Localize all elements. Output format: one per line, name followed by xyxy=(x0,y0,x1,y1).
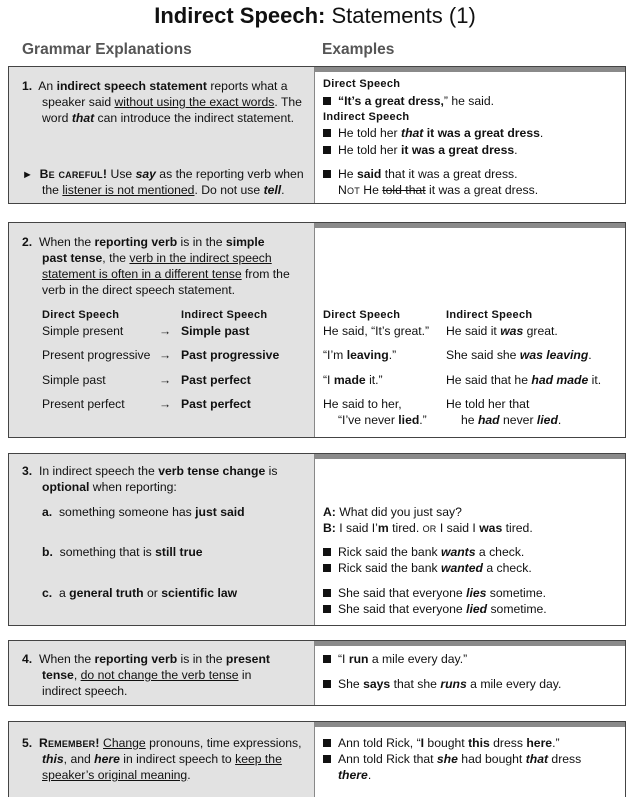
s2-example: “I’m leaving.” xyxy=(323,348,397,362)
s1-example-2: He told her that it was a great dress. xyxy=(323,125,543,141)
s2-line-1: 2. When the reporting verb is in the simple xyxy=(22,235,265,249)
s5-example-3: there. xyxy=(338,768,372,782)
s2-ex-direct-label: Direct Speech xyxy=(323,309,401,321)
section-2 xyxy=(8,222,626,438)
section-4 xyxy=(8,640,626,706)
s3-example-c2: She said that everyone lied sometime. xyxy=(323,601,547,617)
tense-row-from: Present perfect xyxy=(42,397,125,411)
section-5 xyxy=(8,721,626,797)
s2-col-direct: Direct Speech xyxy=(42,309,120,321)
s5-line-1: 5. Remember! Change pronouns, time expressions, xyxy=(22,736,302,750)
s3-example-b1: Rick said the bank wants a check. xyxy=(323,544,524,560)
s5-example-2: Ann told Rick that she had bought that dress xyxy=(323,751,581,767)
bullet-square-icon xyxy=(323,548,331,556)
bullet-square-icon xyxy=(323,589,331,597)
s2-col-indirect: Indirect Speech xyxy=(181,309,268,321)
bullet-square-icon xyxy=(323,170,331,178)
bullet-square-icon xyxy=(323,755,331,763)
section-3 xyxy=(8,453,626,626)
s1-line-1: 1. An indirect speech statement reports what a xyxy=(22,79,288,93)
s4-line-3: indirect speech. xyxy=(42,684,128,698)
s2-example: He said to her, xyxy=(323,397,402,411)
bullet-square-icon xyxy=(323,605,331,613)
s3-item-c: c. a general truth or scientific law xyxy=(42,586,238,600)
tense-row-to: Past progressive xyxy=(181,348,280,362)
be-careful-line-2: the listener is not mentioned. Do not use tell. xyxy=(42,183,285,197)
arrow-right-icon: → xyxy=(159,397,172,411)
s3-item-a: a. something someone has just said xyxy=(42,505,245,519)
be-careful-line-1: ► Be careful! Use say as the reporting verb when xyxy=(22,167,304,181)
s1-direct-speech-label: Direct Speech xyxy=(323,78,401,90)
s3-line-2: optional when reporting: xyxy=(42,480,177,494)
section-1 xyxy=(8,66,626,204)
tense-row-from: Present progressive xyxy=(42,348,151,362)
bullet-square-icon xyxy=(323,97,331,105)
s1-example-3: He told her it was a great dress. xyxy=(323,142,518,158)
s5-line-2: this, and here in indirect speech to keep the xyxy=(42,752,282,766)
s4-line-1: 4. When the reporting verb is in the present xyxy=(22,652,270,666)
s2-example: He said that he had made it. xyxy=(446,373,602,387)
s2-example: He said it was great. xyxy=(446,324,558,338)
s3-example-c1: She said that everyone lies sometime. xyxy=(323,585,546,601)
s1-example-1: “It’s a great dress,” he said. xyxy=(323,93,494,109)
s4-example-2: She says that she runs a mile every day. xyxy=(323,676,561,692)
s2-example: “I’ve never lied.” xyxy=(338,413,427,427)
arrow-right-icon: → xyxy=(159,324,172,338)
s3-example-a1: A: What did you just say? xyxy=(323,505,462,519)
bullet-square-icon xyxy=(323,146,331,154)
s5-example-1: Ann told Rick, “I bought this dress here.” xyxy=(323,735,560,751)
s1-line-3: word that can introduce the indirect statement. xyxy=(42,111,295,125)
s1-example-5: Not He told that it was a great dress. xyxy=(338,183,539,197)
bullet-square-icon xyxy=(323,680,331,688)
s3-example-a2: B: I said I’m tired. or I said I was tired. xyxy=(323,521,533,535)
examples-header: Examples xyxy=(322,41,395,58)
bullet-square-icon xyxy=(323,655,331,663)
bullet-square-icon xyxy=(323,129,331,137)
bullet-square-icon xyxy=(323,739,331,747)
page-title: Indirect Speech: Statements (1) xyxy=(154,3,476,28)
s2-line-4: verb in the direct speech statement. xyxy=(42,283,236,297)
s2-example: “I made it.” xyxy=(323,373,383,387)
s2-example: She said she was leaving. xyxy=(446,348,592,362)
arrow-right-icon: → xyxy=(159,373,172,387)
s2-line-3: statement is often in a different tense from the xyxy=(42,267,290,281)
s2-example: He said, “It’s great.” xyxy=(323,324,430,338)
s3-example-b2: Rick said the bank wanted a check. xyxy=(323,560,532,576)
s4-line-2: tense, do not change the verb tense in xyxy=(42,668,252,682)
tense-row-from: Simple past xyxy=(42,373,106,387)
arrow-right-icon: ► xyxy=(22,169,33,181)
grammar-explanations-header: Grammar Explanations xyxy=(22,41,192,58)
tense-row-to: Past perfect xyxy=(181,373,251,387)
s2-ex-indirect-label: Indirect Speech xyxy=(446,309,533,321)
s2-example: He told her that xyxy=(446,397,530,411)
bullet-square-icon xyxy=(323,564,331,572)
s2-line-2: past tense, the verb in the indirect speech xyxy=(42,251,272,265)
s1-example-4: He said that it was a great dress. xyxy=(323,166,518,182)
s5-line-3: speaker’s original meaning. xyxy=(42,768,191,782)
arrow-right-icon: → xyxy=(159,348,172,362)
tense-row-to: Past perfect xyxy=(181,397,251,411)
s3-line-1: 3. In indirect speech the verb tense change is xyxy=(22,464,278,478)
s3-item-b: b. something that is still true xyxy=(42,545,203,559)
s4-example-1: “I run a mile every day.” xyxy=(323,651,467,667)
s1-line-2: speaker said without using the exact words. The xyxy=(42,95,302,109)
s1-indirect-speech-label: Indirect Speech xyxy=(323,111,410,123)
tense-row-from: Simple present xyxy=(42,324,124,338)
s2-example: he had never lied. xyxy=(461,413,562,427)
tense-row-to: Simple past xyxy=(181,324,250,338)
